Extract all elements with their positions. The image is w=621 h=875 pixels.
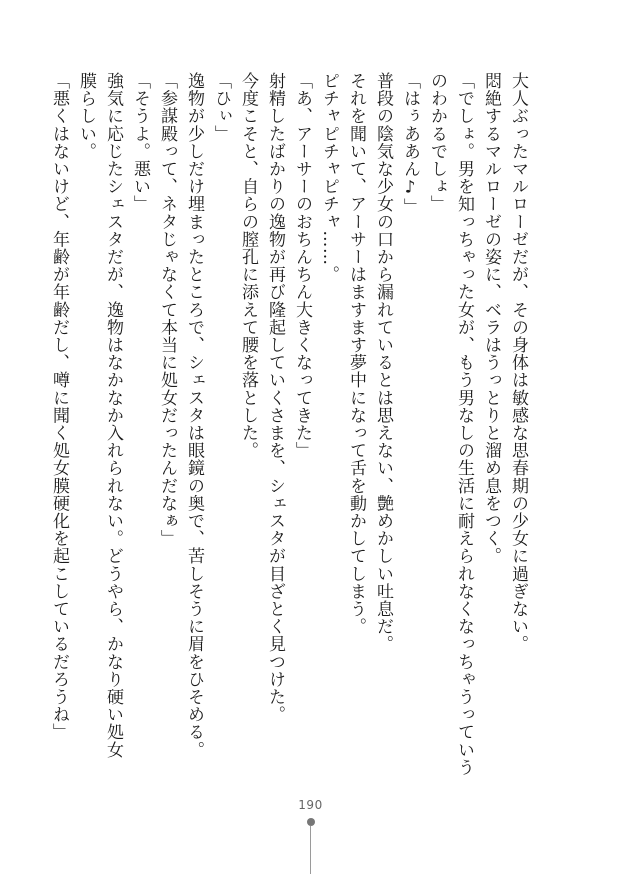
text-line: 普段の陰気な少女の口から漏れているとは思えない、艶めかしい吐息だ。 [373, 72, 393, 653]
page-number: 190 [298, 798, 323, 812]
text-line: 膜らしい。 [76, 72, 96, 160]
ornament-dot-icon [307, 818, 315, 826]
text-line: それを聞いて、アーサーはますます夢中になって舌を動かしてしまう。 [346, 72, 366, 636]
text-line: 悶絶するマルローゼの姿に、ベラはうっとりと溜め息をつく。 [481, 72, 501, 565]
text-line: 強気に応じたシェスタだが、逸物はなかなか入れられない。どうやら、かなり硬い処女 [103, 72, 123, 759]
text-line: 「そうよ。悪い」 [130, 72, 150, 213]
ornament-rule [310, 826, 311, 874]
text-line: 射精したばかりの逸物が再び隆起していくさまを、シェスタが目ざとく見つけた。 [265, 72, 285, 724]
text-line: 大人ぶったマルローゼだが、その身体は敏感な思春期の少女に過ぎない。 [508, 72, 528, 653]
text-line: 「あ、アーサーのおちんちん大きくなってきた」 [292, 72, 312, 460]
text-line: 「でしょ。男を知っちゃった女が、もう男なしの生活に耐えられなくなっちゃうっていう [454, 72, 474, 776]
page-footer [0, 798, 621, 874]
text-line: 「ひぃ」 [211, 72, 231, 143]
text-line: ピチャピチャピチャ……。 [319, 72, 339, 284]
text-line: 「はぅああん♪」 [400, 72, 420, 216]
text-line: 今度こそと、自らの膣孔に添えて腰を落とした。 [238, 72, 258, 460]
footer-ornament [306, 818, 316, 874]
text-line: 「参謀殿って、ネタじゃなくて本当に処女だったんだなぁ」 [157, 72, 177, 548]
text-line: 逸物が少しだけ埋まったところで、シェスタは眼鏡の奥で、苦しそうに眉をひそめる。 [184, 72, 204, 759]
text-line: のわかるでしょ」 [427, 72, 447, 213]
text-line: 「悪くはないけど、年齢が年齢だし、噂に聞く処女膜硬化を起こしているだろうね」 [49, 72, 69, 741]
body-text [45, 72, 531, 776]
